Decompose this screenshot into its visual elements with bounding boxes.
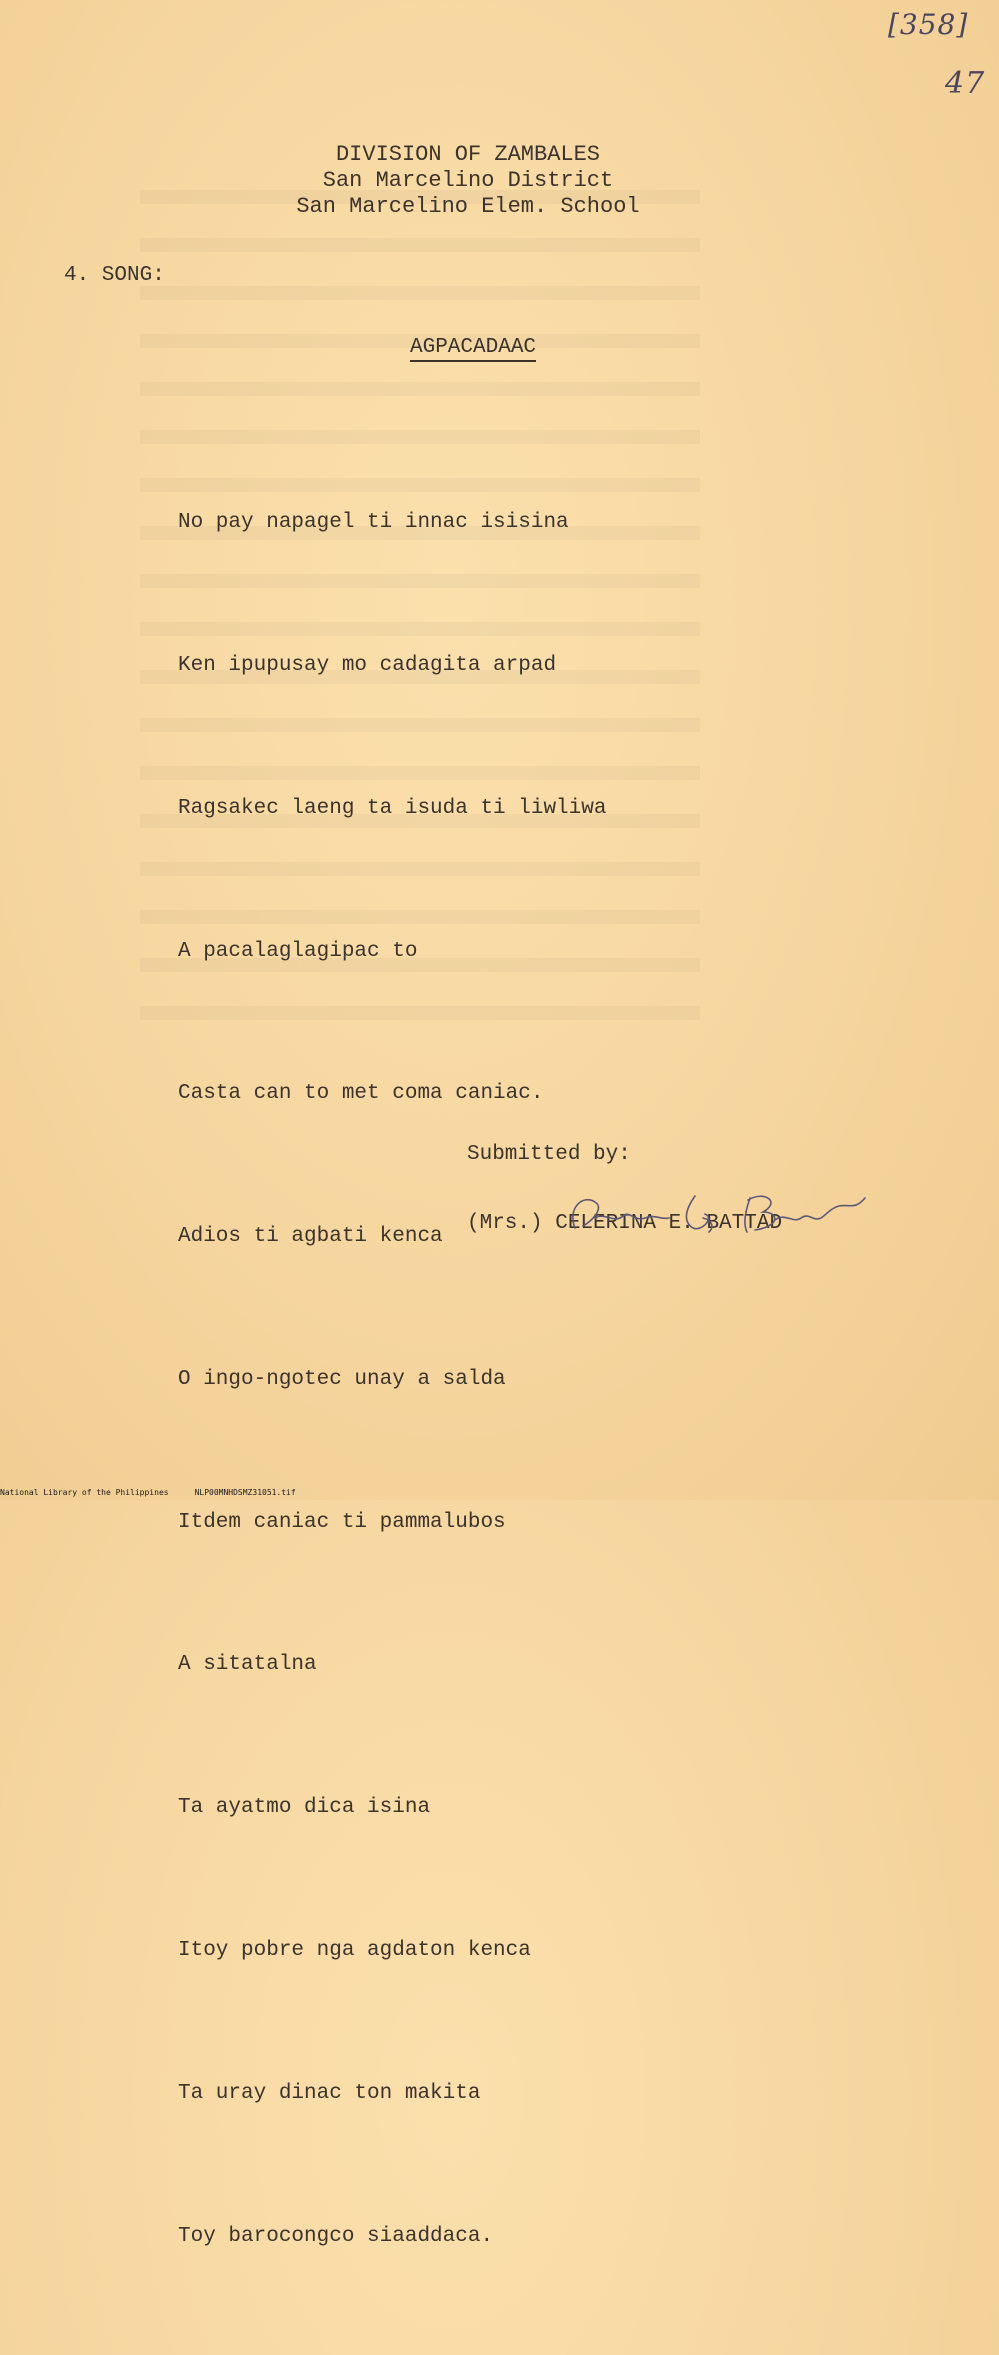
lyric-line: A sitatalna xyxy=(178,1653,317,1677)
lyric-line: Ken ipupusay mo cadagita arpad xyxy=(178,653,557,677)
archive-number: [358] xyxy=(888,8,969,41)
lyric-line: Ragsakec laeng ta isuda ti liwliwa xyxy=(178,796,607,820)
footer-filename: NLP00MNHDSMZ31051.tif xyxy=(194,1488,296,1497)
lyric-line: Adios ti agbati kenca xyxy=(178,1225,443,1249)
page-number: 47 xyxy=(945,66,986,101)
scan-footer xyxy=(0,1488,322,1497)
lyric-line: Itdem caniac ti pammalubos xyxy=(178,1510,506,1534)
handwritten-signature xyxy=(565,1188,875,1244)
lyric-line: A pacalaglagipac to xyxy=(178,939,418,963)
header-district: San Marcelino District xyxy=(322,168,614,193)
signer-name: (Mrs.) CELERINA E. BATTAD xyxy=(467,1212,783,1235)
lyric-line: Ta ayatmo dica isina xyxy=(178,1796,431,1820)
song-lyrics xyxy=(178,404,606,2355)
song-title: AGPACADAAC xyxy=(410,336,536,362)
section-label: 4. SONG: xyxy=(64,264,165,287)
lyric-line: O ingo-ngotec unay a salda xyxy=(178,1367,506,1391)
lyric-line: Toy barocongco siaaddaca. xyxy=(178,2224,494,2248)
header-division: DIVISION OF ZAMBALES xyxy=(335,142,601,167)
header-school: San Marcelino Elem. School xyxy=(296,194,640,219)
lyric-line: No pay napagel ti innac isisina xyxy=(178,511,569,535)
submitted-by-label: Submitted by: xyxy=(467,1143,631,1166)
document-header xyxy=(200,142,736,220)
footer-library: National Library of the Philippines xyxy=(0,1488,169,1497)
lyric-line: Itoy pobre nga agdaton kenca xyxy=(178,1939,531,1962)
lyric-line: Ta uray dinac ton makita xyxy=(178,2081,481,2105)
lyric-line: Casta can to met coma caniac. xyxy=(178,1082,544,1106)
